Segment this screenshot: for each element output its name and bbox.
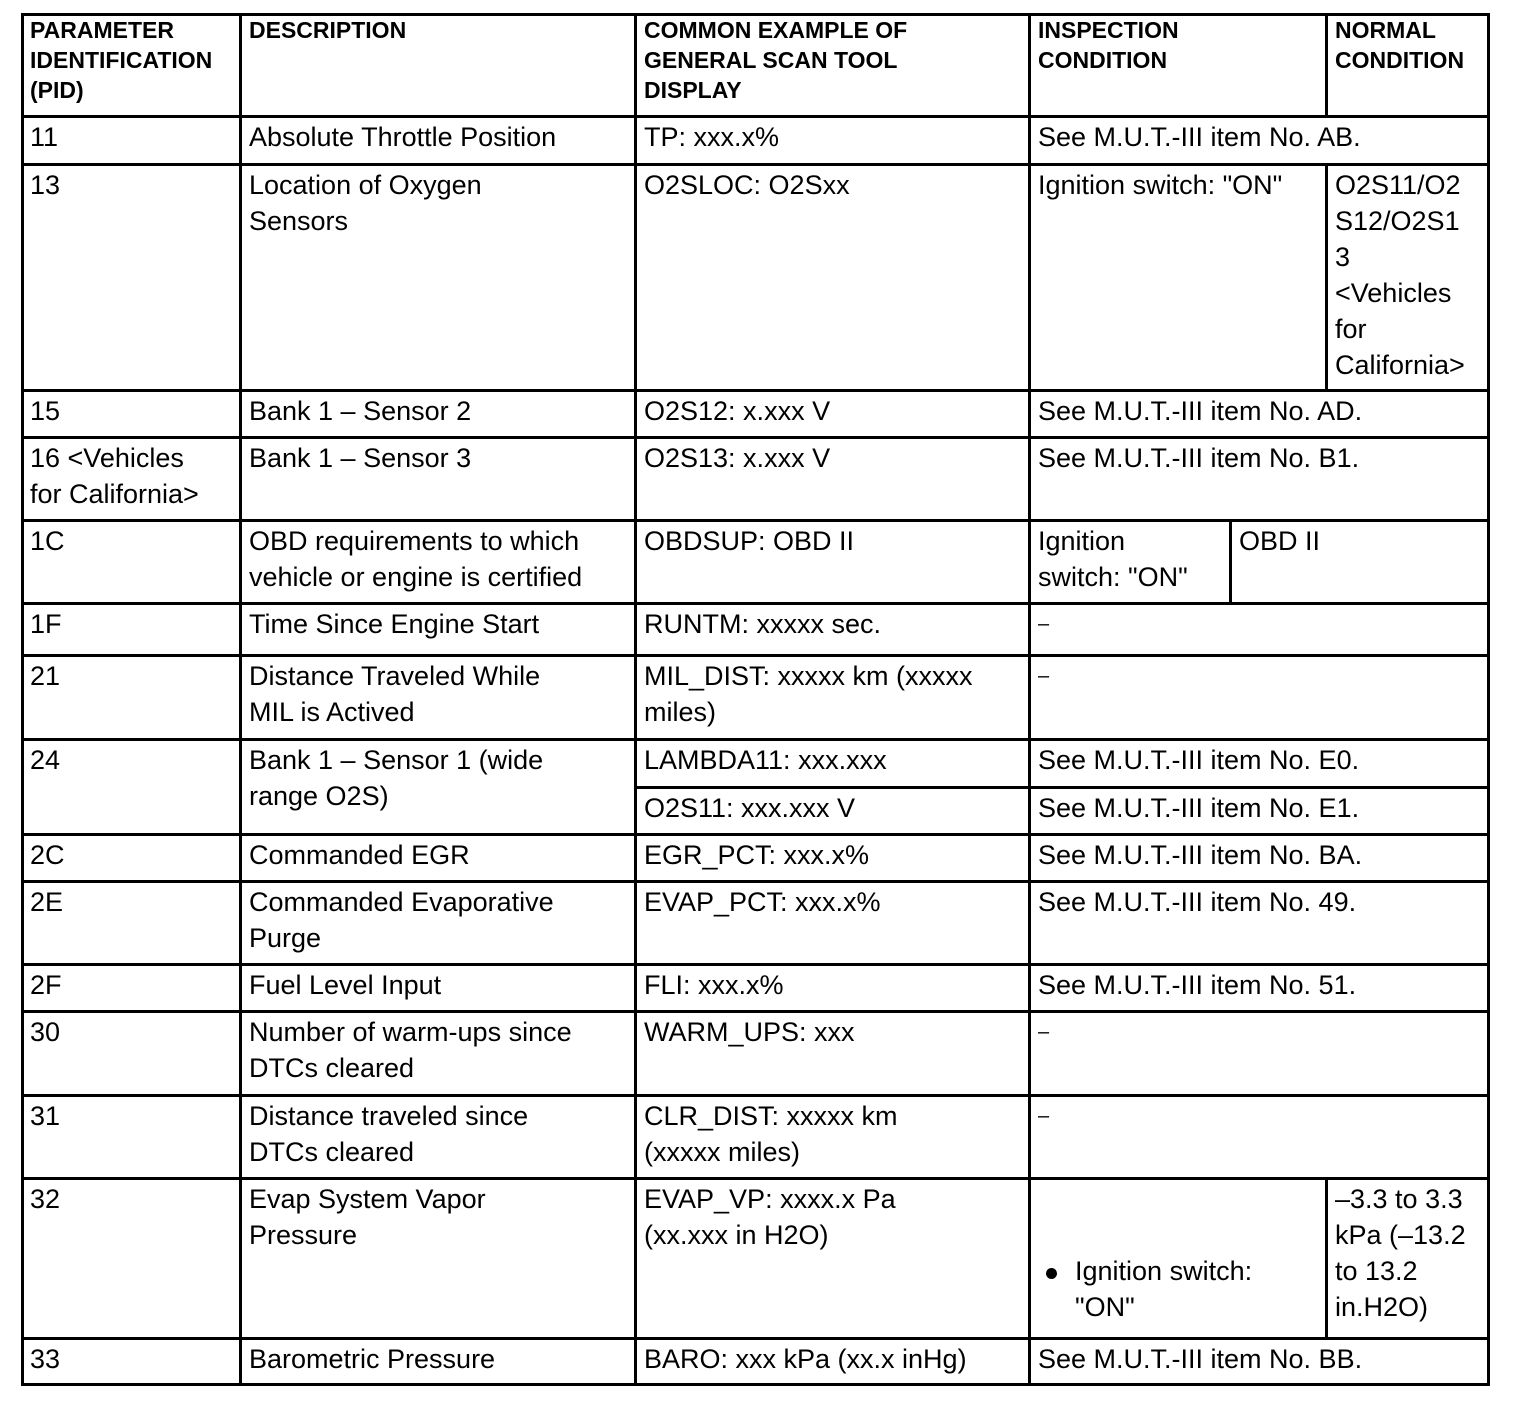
header-display: COMMON EXAMPLE OF GENERAL SCAN TOOL DISPLAY <box>644 17 908 103</box>
cell-description: Evap System Vapor Pressure <box>249 1184 486 1250</box>
cell-inspection: Ignition switch: "ON" <box>1038 526 1188 592</box>
cell-pid: 24 <box>30 745 61 775</box>
cell-condition: See M.U.T.-III item No. B1. <box>1038 443 1360 473</box>
cell-pid: 2F <box>30 970 62 1000</box>
cell-condition: See M.U.T.-III item No. E0. <box>1038 745 1360 775</box>
cell-condition: See M.U.T.-III item No. BA. <box>1038 840 1363 870</box>
cell-display: LAMBDA11: xxx.xxx <box>644 745 887 775</box>
bullet-item: Ignition switch: "ON" <box>1035 1253 1326 1325</box>
row-divider <box>635 786 1490 789</box>
cell-pid: 1C <box>30 526 65 556</box>
cell-condition: See M.U.T.-III item No. AD. <box>1038 396 1363 426</box>
cell-display: RUNTM: xxxxx sec. <box>644 609 882 639</box>
cell-description: Absolute Throttle Position <box>249 122 557 152</box>
cell-description: Location of Oxygen Sensors <box>249 170 482 236</box>
cell-display: CLR_DIST: xxxxx km (xxxxx miles) <box>644 1101 898 1167</box>
table-border <box>21 13 24 1386</box>
cell-description: Bank 1 – Sensor 3 <box>249 443 472 473</box>
cell-description: Distance Traveled While MIL is Actived <box>249 661 541 727</box>
column-divider <box>1325 1178 1328 1338</box>
pid-table <box>21 13 1490 1386</box>
column-divider <box>634 13 637 1386</box>
cell-description: Number of warm-ups since DTCs cleared <box>249 1017 572 1083</box>
cell-normal: O2S11/O2 S12/O2S1 3 <Vehicles for California> <box>1335 170 1465 380</box>
cell-pid: 16 <Vehicles for California> <box>30 443 199 509</box>
header-pid: PARAMETER IDENTIFICATION (PID) <box>30 17 213 103</box>
column-divider <box>1325 164 1328 390</box>
cell-description: Commanded Evaporative Purge <box>249 887 554 953</box>
cell-condition: See M.U.T.-III item No. 49. <box>1038 887 1357 917</box>
cell-display: EVAP_PCT: xxx.x% <box>644 887 881 917</box>
column-divider <box>239 13 242 1386</box>
cell-pid: 15 <box>30 396 61 426</box>
cell-display: OBDSUP: OBD II <box>644 526 855 556</box>
cell-pid: 33 <box>30 1344 61 1374</box>
header-inspection: INSPECTION CONDITION <box>1038 17 1179 73</box>
cell-pid: 31 <box>30 1101 61 1131</box>
cell-description: Barometric Pressure <box>249 1344 496 1374</box>
cell-display: MIL_DIST: xxxxx km (xxxxx miles) <box>644 661 973 727</box>
cell-inspection: Ignition switch: "ON" <box>1038 170 1283 200</box>
cell-condition: – <box>1038 1021 1050 1043</box>
cell-description: Distance traveled since DTCs cleared <box>249 1101 529 1167</box>
column-divider <box>1325 13 1328 116</box>
cell-display: FLI: xxx.x% <box>644 970 784 1000</box>
column-divider <box>1229 520 1232 603</box>
cell-pid: 2C <box>30 840 65 870</box>
cell-condition: See M.U.T.-III item No. E1. <box>1038 793 1360 823</box>
cell-display: O2SLOC: O2Sxx <box>644 170 850 200</box>
table-border <box>1487 13 1490 1386</box>
cell-inspection <box>1029 1178 1326 1338</box>
cell-pid: 1F <box>30 609 62 639</box>
cell-display: TP: xxx.x% <box>644 122 780 152</box>
cell-display: O2S11: xxx.xxx V <box>644 793 856 823</box>
cell-condition: See M.U.T.-III item No. 51. <box>1038 970 1357 1000</box>
header-description: DESCRIPTION <box>249 17 407 43</box>
cell-condition: – <box>1038 1105 1050 1127</box>
cell-display: BARO: xxx kPa (xx.x inHg) <box>644 1344 967 1374</box>
cell-condition: See M.U.T.-III item No. BB. <box>1038 1344 1363 1374</box>
cell-description: Commanded EGR <box>249 840 470 870</box>
cell-pid: 32 <box>30 1184 61 1214</box>
cell-normal: –3.3 to 3.3 kPa (–13.2 to 13.2 in.H2O) <box>1335 1184 1466 1322</box>
cell-description: Bank 1 – Sensor 1 (wide range O2S) <box>249 745 544 811</box>
cell-pid: 11 <box>30 122 59 152</box>
column-divider <box>1028 13 1031 1386</box>
cell-description: Fuel Level Input <box>249 970 442 1000</box>
cell-pid: 21 <box>30 661 61 691</box>
cell-display: O2S12: x.xxx V <box>644 396 831 426</box>
cell-pid: 13 <box>30 170 61 200</box>
cell-display: WARM_UPS: xxx <box>644 1017 855 1047</box>
cell-display: O2S13: x.xxx V <box>644 443 831 473</box>
cell-condition: See M.U.T.-III item No. AB. <box>1038 122 1361 152</box>
cell-pid: 2E <box>30 887 64 917</box>
cell-condition: – <box>1038 665 1050 687</box>
header-normal: NORMAL CONDITION <box>1335 17 1465 73</box>
cell-condition: – <box>1038 613 1050 635</box>
cell-description: OBD requirements to which vehicle or engine is certified <box>249 526 583 592</box>
cell-normal: OBD II <box>1239 526 1321 556</box>
cell-description: Time Since Engine Start <box>249 609 540 639</box>
cell-description: Bank 1 – Sensor 2 <box>249 396 472 426</box>
cell-pid: 30 <box>30 1017 61 1047</box>
cell-display: EVAP_VP: xxxx.x Pa (xx.xxx in H2O) <box>644 1184 896 1250</box>
inspection-bullet-list <box>1035 1217 1326 1338</box>
cell-display: EGR_PCT: xxx.x% <box>644 840 870 870</box>
